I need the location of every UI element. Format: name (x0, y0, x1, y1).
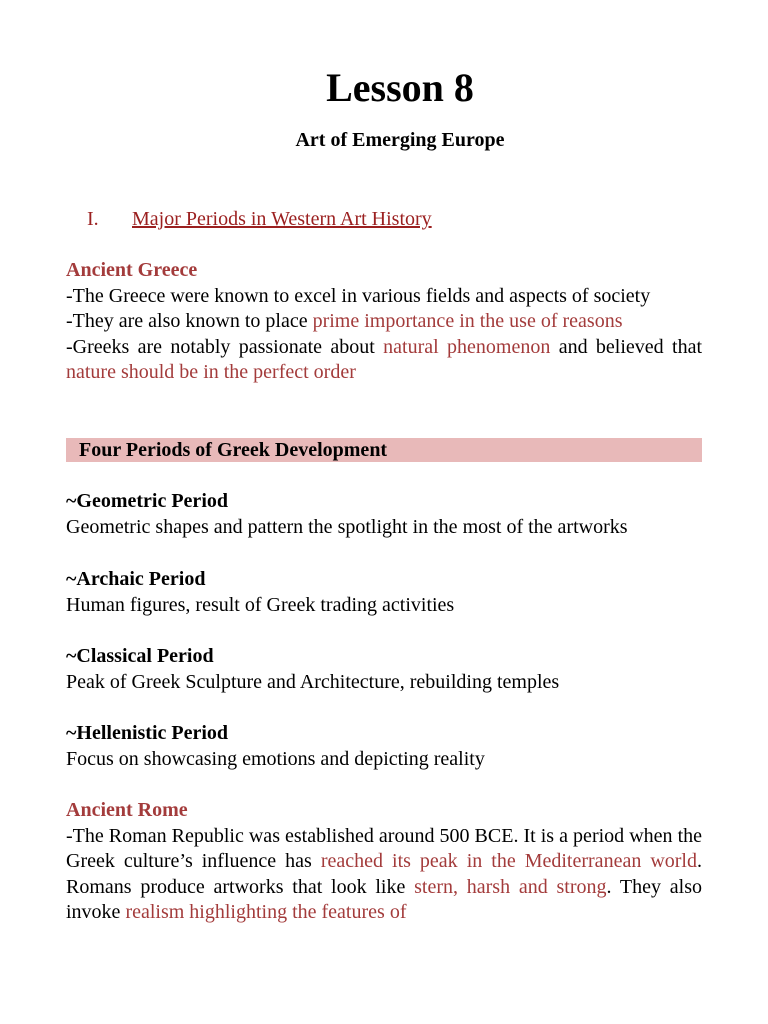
period-description: Human figures, result of Greek trading activities (66, 593, 455, 616)
greece-paragraph-3 (66, 335, 702, 386)
period-name: ~Archaic Period (66, 568, 206, 590)
page-title: Lesson 8 (326, 65, 474, 110)
period-description: Peak of Greek Sculpture and Architecture, rebuilding temples (66, 670, 560, 693)
period-hellenistic (66, 721, 702, 772)
greece-paragraph-1: -The Greece were known to excel in various fields and aspects of society (66, 284, 651, 307)
greek-development-band (66, 438, 702, 462)
period-geometric (66, 489, 702, 540)
rome-text-a: -The Roman Republic was established around 500 BCE. It is a period when the Greek culture’s influence has (66, 824, 702, 872)
rome-text-c: . They also invoke (66, 875, 702, 923)
greece-p3-highlight-1: natural phenomenon (383, 335, 551, 358)
period-name: ~Classical Period (66, 645, 214, 667)
page-subtitle: Art of Emerging Europe (295, 129, 505, 151)
ancient-rome-section (66, 798, 702, 926)
ancient-greece-title: Ancient Greece (66, 259, 198, 281)
greece-p3-highlight-2: nature should be in the perfect order (66, 361, 356, 383)
period-classical (66, 644, 702, 695)
ancient-rome-title: Ancient Rome (66, 799, 188, 821)
greece-p2-highlight: prime importance in the use of reasons (312, 310, 623, 332)
section-number: I. (87, 208, 99, 230)
rome-text-b: . Romans produce artworks that look like (66, 850, 702, 898)
period-description: Geometric shapes and pattern the spotlight in the most of the artworks (66, 515, 628, 538)
ancient-greece-section (66, 258, 702, 386)
greece-p3-text-a: -Greeks are notably passionate about (66, 335, 384, 358)
greece-p3-text-b: and believed that (550, 335, 702, 358)
rome-paragraph (66, 824, 702, 926)
period-description: Focus on showcasing emotions and depicting reality (66, 747, 485, 770)
band-title: Four Periods of Greek Development (79, 439, 388, 461)
section-heading (87, 206, 432, 232)
period-archaic (66, 567, 702, 618)
greece-paragraph-2 (66, 309, 702, 335)
rome-highlight-3: realism highlighting the features of (125, 901, 407, 923)
rome-highlight-1: reached its peak in the Mediterranean world (320, 850, 697, 872)
period-name: ~Hellenistic Period (66, 722, 229, 744)
period-name: ~Geometric Period (66, 490, 228, 512)
greece-p2-text: -They are also known to place (66, 310, 313, 332)
rome-highlight-2: stern, harsh and strong (414, 875, 607, 898)
section-heading-text: Major Periods in Western Art History (132, 208, 432, 230)
